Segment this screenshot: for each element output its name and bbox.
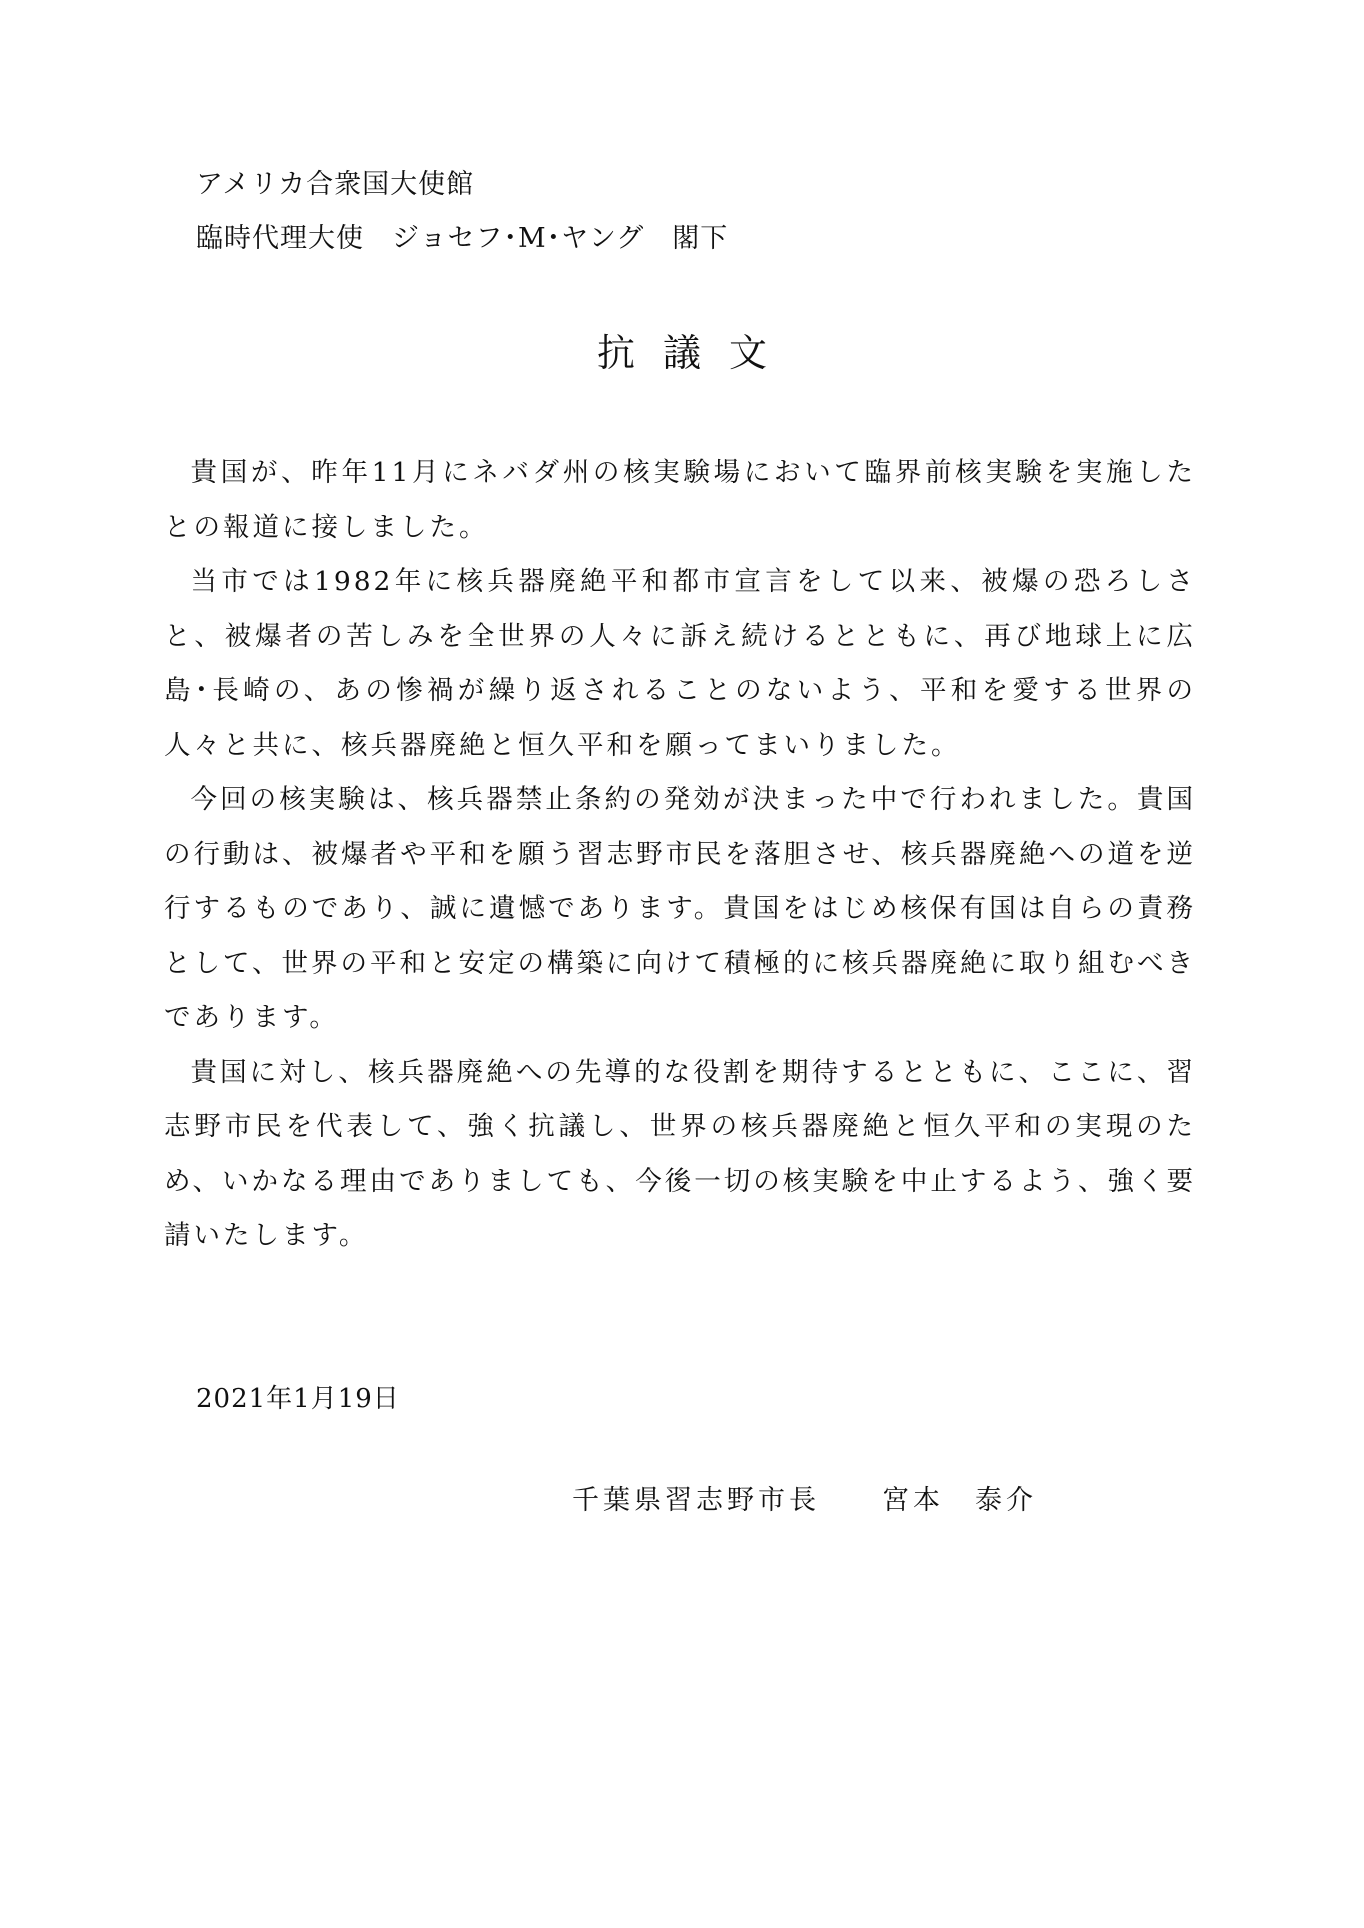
paragraph-3: 今回の核実験は、核兵器禁止条約の発効が決まった中で行われました。貴国の行動は、被爆者や平和を願う習志野市民を落胆させ、核兵器廃絶への道を逆行するものであり、誠に遺憾であります。貴国をはじめ核保有国は自らの責務として、世界の平和と安定の構築に向けて積極的に核兵器廃絶に取り組むべきであります。 xyxy=(164,784,1196,1033)
embassy-name: アメリカ合衆国大使館 xyxy=(196,169,475,200)
document-title: 抗議文 xyxy=(596,331,795,375)
letter-date: 2021年1月19日 xyxy=(196,1384,400,1414)
paragraph-4: 貴国に対し、核兵器廃絶への先導的な役割を期待するとともに、ここに、習志野市民を代表して、強く抗議し、世界の核兵器廃絶と恒久平和の実現のため、いかなる理由でありましても、今後一切の核実験を中止するよう、強く要請いたします。 xyxy=(164,1056,1196,1251)
addressee-block xyxy=(196,158,728,266)
signature: 千葉県習志野市長 宮本 泰介 xyxy=(572,1485,1037,1516)
letter-body xyxy=(164,446,1196,1264)
paragraph-2: 当市では1982年に核兵器廃絶平和都市宣言をして以来、被爆の恐ろしさと、被爆者の苦しみを全世界の人々に訴え続けるとともに、再び地球上に広島･長崎の、あの惨禍が繰り返されることのないよう、平和を愛する世界の人々と共に、核兵器廃絶と恒久平和を願ってまいりました。 xyxy=(164,566,1196,761)
paragraph-1: 貴国が、昨年11月にネバダ州の核実験場において臨界前核実験を実施したとの報道に接しました。 xyxy=(164,457,1196,543)
ambassador-name: 臨時代理大使 ジョセフ･M･ヤング 閣下 xyxy=(196,223,729,254)
